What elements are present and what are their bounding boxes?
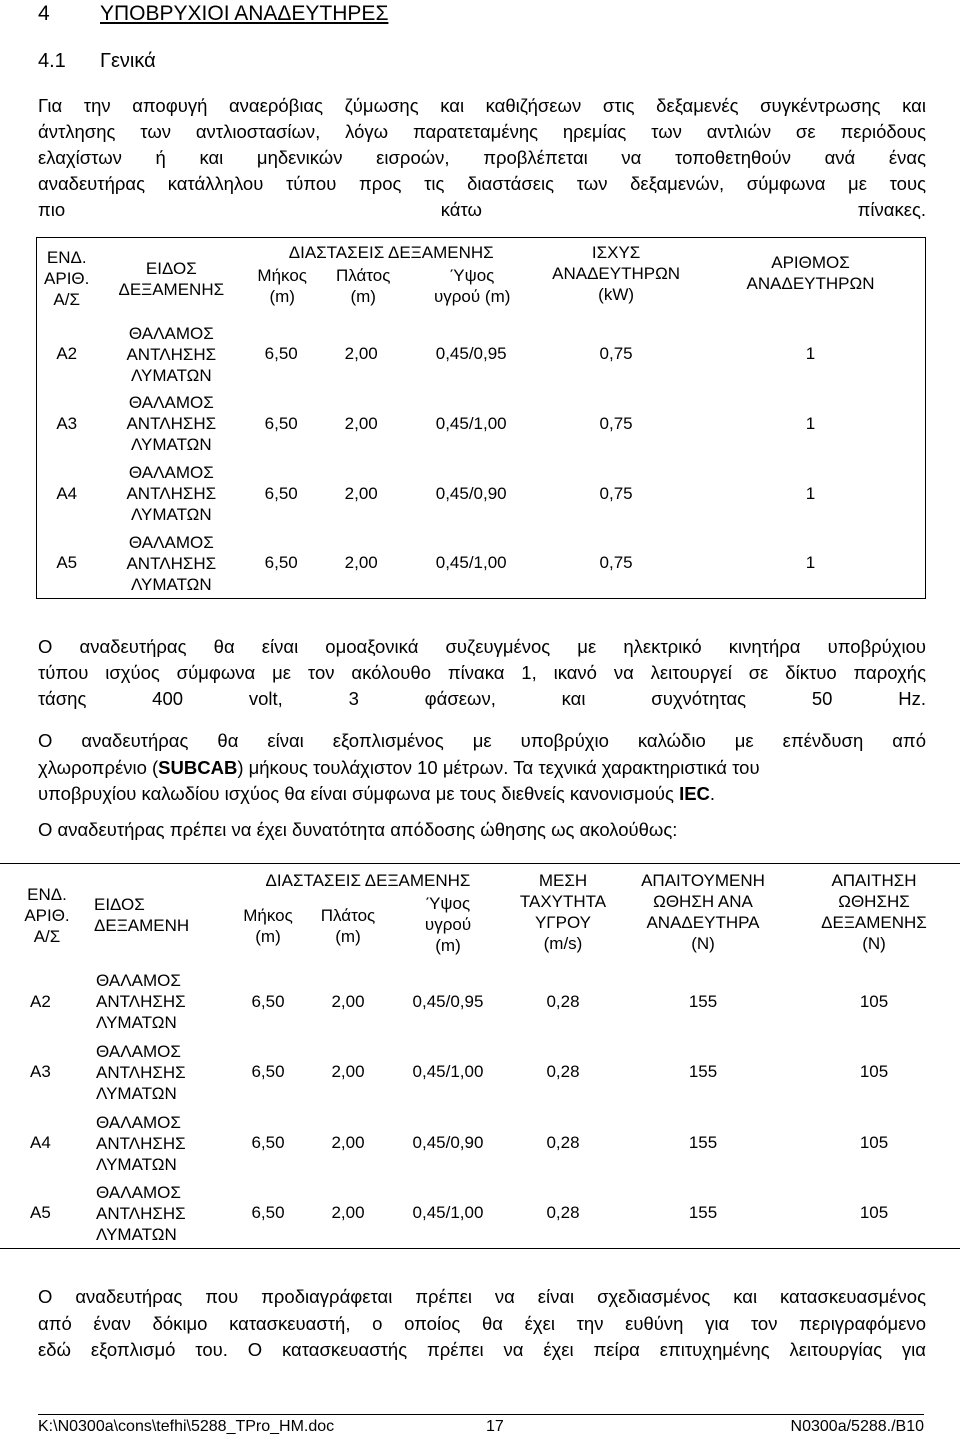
row-type: ΘΑΛΑΜΟΣ ΑΝΤΛΗΣΗΣ ΛΥΜΑΤΩΝ xyxy=(126,323,217,385)
table-row xyxy=(37,389,926,459)
col-header-height: Ύψος υγρού (m) xyxy=(424,894,472,955)
row-length: 6,50 xyxy=(251,1133,285,1152)
col-header-height: Ύψος υγρού (m) xyxy=(433,266,511,306)
row-id: Α2 xyxy=(30,991,51,1011)
row-power: 0,75 xyxy=(599,553,633,573)
row-count: 1 xyxy=(805,344,816,363)
manufacturer-line: Ο αναδευτήρας που προδιαγράφεται πρέπει να είναι σχεδιασμένος και κατασκευασμένος xyxy=(38,1286,926,1307)
table-row xyxy=(37,529,926,599)
col-header-dimensions: ΔΙΑΣΤΑΣΕΙΣ ΔΕΞΑΜΕΝΗΣ Μήκος (m) Πλάτος (m) Ύψος υγρού (m) xyxy=(228,864,508,967)
col-header-length: Μήκος (m) xyxy=(257,266,307,306)
row-required-thrust: 155 xyxy=(688,1133,718,1152)
row-width: 2,00 xyxy=(331,1203,365,1223)
table-row xyxy=(0,1037,960,1108)
row-id: Α5 xyxy=(30,1203,51,1223)
row-type: ΘΑΛΑΜΟΣ ΑΝΤΛΗΣΗΣ ΛΥΜΑΤΩΝ xyxy=(126,393,217,454)
row-count: 1 xyxy=(805,553,816,573)
row-velocity: 0,28 xyxy=(546,1133,580,1152)
thrust-table xyxy=(0,863,960,1249)
col-header-id: ΕΝΔ. ΑΡΙΘ. Α/Σ xyxy=(44,248,90,310)
section-number: 4 xyxy=(38,2,50,25)
row-height: 0,45/0,90 xyxy=(435,483,507,503)
row-required-thrust: 155 xyxy=(688,991,718,1011)
row-velocity: 0,28 xyxy=(546,1203,580,1223)
row-type: ΘΑΛΑΜΟΣ ΑΝΤΛΗΣΗΣ ΛΥΜΑΤΩΝ xyxy=(126,532,217,594)
row-type: ΘΑΛΑΜΟΣ ΑΝΤΛΗΣΗΣ ΛΥΜΑΤΩΝ xyxy=(96,971,186,1032)
manufacturer-paragraph xyxy=(38,1284,926,1364)
table-header-row xyxy=(0,864,960,967)
row-type: ΘΑΛΑΜΟΣ ΑΝΤΛΗΣΗΣ ΛΥΜΑΤΩΝ xyxy=(96,1112,186,1174)
row-id: Α5 xyxy=(56,553,78,573)
row-velocity: 0,28 xyxy=(546,991,580,1011)
col-header-tank-thrust: ΑΠΑΙΤΗΣΗ ΩΘΗΣΗΣ ΔΕΞΑΜΕΝΗΣ (N) xyxy=(821,871,927,953)
intro-line: Για την αποφυγή αναερόβιας ζύμωσης και καθιζήσεων στις δεξαμενές συγκέντρωσης και xyxy=(38,95,926,116)
subsection-title: Γενικά xyxy=(100,50,156,72)
row-length: 6,50 xyxy=(264,413,298,433)
row-width: 2,00 xyxy=(344,344,378,363)
row-height: 0,45/1,00 xyxy=(412,1062,484,1081)
intro-line: πιο κάτω πίνακες. xyxy=(38,199,926,220)
row-length: 6,50 xyxy=(251,991,285,1011)
cable-line: Ο αναδευτήρας θα είναι εξοπλισμένος με υποβρύχιο καλώδιο με επένδυση από xyxy=(38,730,926,751)
row-tank-thrust: 105 xyxy=(859,1203,889,1223)
row-width: 2,00 xyxy=(331,1062,365,1081)
col-header-type: ΕΙΔΟΣ ΔΕΞΑΜΕΝΗΣ xyxy=(118,258,225,299)
cable-paragraph xyxy=(38,728,926,808)
intro-line: ελαχίστων ή και μηδενικών εισροών, προβλέπεται να τοποθετηθούν ανά ένας xyxy=(38,147,926,168)
motor-line: τύπου ισχύος σύμφωνα με τον ακόλουθο πίνακα 1, ικανό να λειτουργεί σε δίκτυο παροχής xyxy=(38,662,926,683)
row-id: Α3 xyxy=(30,1062,51,1081)
row-height: 0,45/0,90 xyxy=(412,1133,484,1152)
col-header-type: ΕΙΔΟΣ ΔΕΞΑΜΕΝΗ xyxy=(94,895,190,936)
footer-rule xyxy=(38,1414,924,1415)
row-count: 1 xyxy=(805,483,816,503)
subsection-number: 4.1 xyxy=(38,50,66,72)
intro-line: άντλησης των αντλιοστασίων, λόγω παρατεταμένης ηρεμίας των αντλιών σε περιόδους xyxy=(38,121,926,142)
row-length: 6,50 xyxy=(251,1203,285,1223)
col-header-velocity: ΜΕΣΗ ΤΑΧΥΤΗΤΑ ΥΓΡΟΥ (m/s) xyxy=(519,871,607,953)
row-count: 1 xyxy=(805,413,816,433)
col-header-dimensions: ΔΙΑΣΤΑΣΕΙΣ ΔΕΞΑΜΕΝΗΣ Μήκος (m) Πλάτος (m) Ύψος υγρού (m) xyxy=(246,238,536,320)
footer-document-code: N0300a/5288./B10 xyxy=(790,1418,924,1435)
intro-line: αναδευτήρας κατάλληλου τύπου προς τις διαστάσεις των δεξαμενών, σύμφωνα με τους xyxy=(38,173,926,194)
motor-line: τάσης 400 volt, 3 φάσεων, και συχνότητας 50 Hz. xyxy=(38,688,926,709)
row-height: 0,45/0,95 xyxy=(435,344,507,363)
manufacturer-line: από έναν δόκιμο κατασκευαστή, ο οποίος θα έχει την ευθύνη για τον περιγραφόμενο xyxy=(38,1312,926,1334)
intro-paragraph xyxy=(38,93,926,223)
col-header-length: Μήκος (m) xyxy=(243,906,293,946)
col-header-count: ΑΡΙΘΜΟΣ ΑΝΑΔΕΥΤΗΡΩΝ xyxy=(746,253,875,293)
row-width: 2,00 xyxy=(331,1133,365,1152)
row-id: Α2 xyxy=(56,344,78,363)
row-length: 6,50 xyxy=(264,344,298,363)
row-length: 6,50 xyxy=(251,1062,285,1081)
row-tank-thrust: 105 xyxy=(859,1133,889,1152)
row-power: 0,75 xyxy=(599,483,633,503)
table-row xyxy=(0,967,960,1037)
footer-page-number: 17 xyxy=(486,1418,504,1435)
row-height: 0,45/1,00 xyxy=(435,413,507,433)
row-required-thrust: 155 xyxy=(688,1203,718,1223)
section-title: ΥΠΟΒΡΥΧΙΟΙ ΑΝΑΔΕΥΤΗΡΕΣ xyxy=(100,2,389,25)
row-power: 0,75 xyxy=(599,344,633,363)
row-length: 6,50 xyxy=(264,483,298,503)
col-header-width: Πλάτος (m) xyxy=(320,906,376,946)
row-width: 2,00 xyxy=(344,553,378,573)
row-id: Α4 xyxy=(56,483,78,503)
row-type: ΘΑΛΑΜΟΣ ΑΝΤΛΗΣΗΣ ΛΥΜΑΤΩΝ xyxy=(96,1041,186,1103)
motor-line: Ο αναδευτήρας θα είναι ομοαξονικά συζευγμένος με ηλεκτρικό κινητήρα υποβρύχιου xyxy=(38,636,926,657)
row-tank-thrust: 105 xyxy=(859,1062,889,1081)
row-type: ΘΑΛΑΜΟΣ ΑΝΤΛΗΣΗΣ ΛΥΜΑΤΩΝ xyxy=(126,463,217,524)
table-row xyxy=(0,1179,960,1249)
row-type: ΘΑΛΑΜΟΣ ΑΝΤΛΗΣΗΣ ΛΥΜΑΤΩΝ xyxy=(96,1182,186,1244)
table-header-row xyxy=(37,238,926,320)
row-width: 2,00 xyxy=(344,483,378,503)
thrust-line: Ο αναδευτήρας πρέπει να έχει δυνατότητα απόδοσης ώθησης ως ακολούθως: xyxy=(38,819,678,840)
col-header-width: Πλάτος (m) xyxy=(335,266,391,306)
row-width: 2,00 xyxy=(331,991,365,1011)
row-height: 0,45/1,00 xyxy=(412,1203,484,1223)
mixer-power-table xyxy=(36,237,926,599)
thrust-paragraph xyxy=(38,817,926,844)
row-height: 0,45/1,00 xyxy=(435,553,507,573)
col-header-required-thrust: ΑΠΑΙΤΟΥΜΕΝΗ ΩΘΗΣΗ ΑΝΑ ΑΝΑΔΕΥΤΗΡΑ (N) xyxy=(641,871,765,953)
subsection-heading xyxy=(38,50,156,73)
section-heading xyxy=(38,2,388,26)
col-header-power: ΙΣΧΥΣ ΑΝΑΔΕΥΤΗΡΩΝ (kW) xyxy=(552,243,681,304)
row-height: 0,45/0,95 xyxy=(412,991,484,1011)
manufacturer-line: εδώ εξοπλισμό του. Ο κατασκευαστής πρέπει να έχει πείρα επιτυχημένης λειτουργίας για xyxy=(38,1339,926,1360)
row-velocity: 0,28 xyxy=(546,1062,580,1081)
table-row xyxy=(37,459,926,529)
table-row xyxy=(37,320,926,389)
row-length: 6,50 xyxy=(264,553,298,573)
row-tank-thrust: 105 xyxy=(859,991,889,1011)
row-id: Α3 xyxy=(56,413,78,433)
cable-line: υποβρυχίου καλωδίου ισχύος θα είναι σύμφωνα με τους διεθνείς κανονισμούς IEC. xyxy=(38,783,716,804)
row-width: 2,00 xyxy=(344,413,378,433)
cable-line: χλωροπρένιο (SUBCAB) μήκους τουλάχιστον 10 μέτρων. Τα τεχνικά χαρακτηριστικά του xyxy=(38,756,760,778)
table-row xyxy=(0,1108,960,1179)
col-header-id: ΕΝΔ. ΑΡΙΘ. Α/Σ xyxy=(24,884,70,946)
motor-paragraph xyxy=(38,634,926,712)
row-id: Α4 xyxy=(30,1133,51,1152)
row-required-thrust: 155 xyxy=(688,1062,718,1081)
footer-file-path: K:\N0300a\cons\tefhi\5288_TPro_HM.doc xyxy=(38,1418,335,1435)
row-power: 0,75 xyxy=(599,413,633,433)
